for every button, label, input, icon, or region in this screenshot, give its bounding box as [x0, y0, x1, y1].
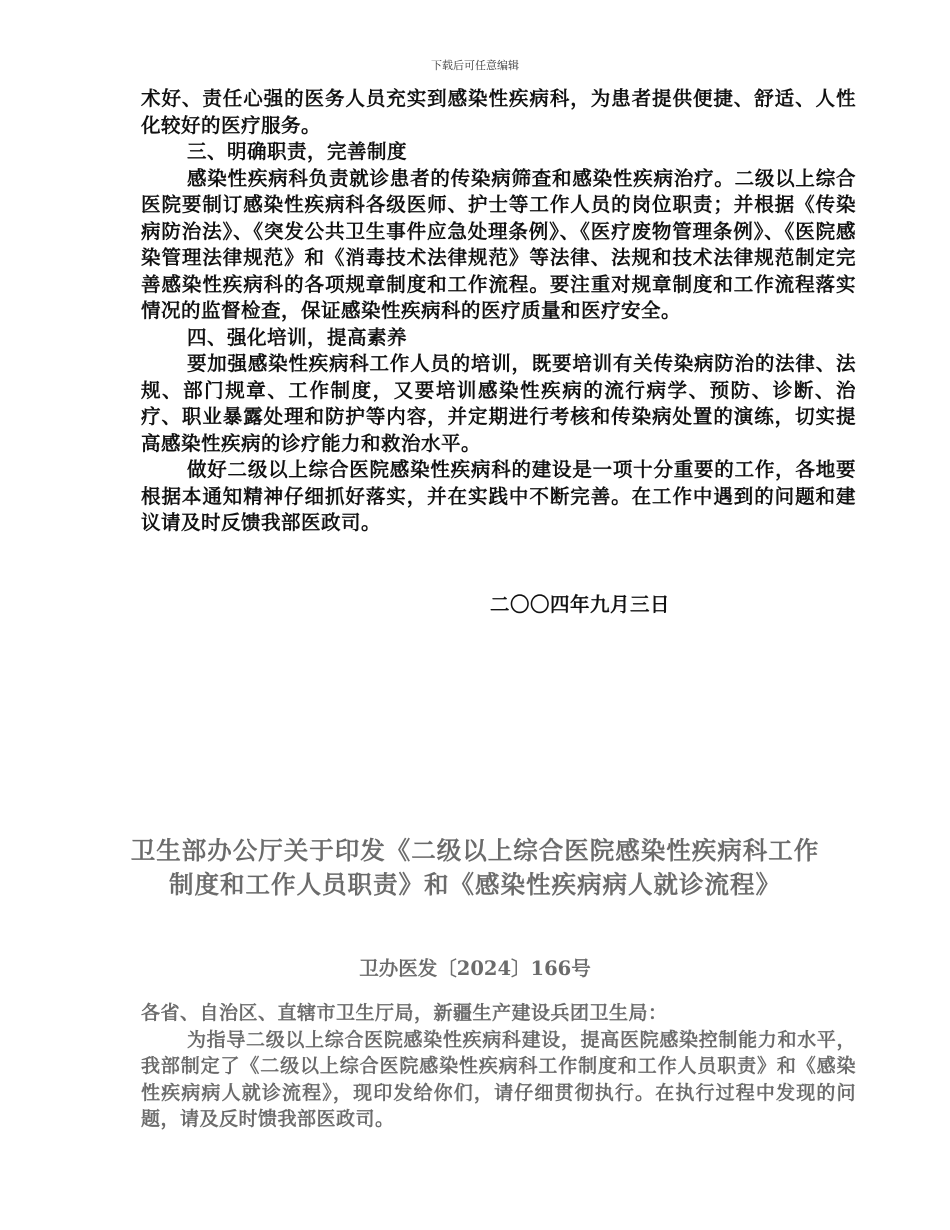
- document-number: 卫办医发〔2024〕166号: [359, 957, 591, 980]
- page-header-note: 下载后可任意编辑: [431, 59, 519, 72]
- paragraph-notice: 为指导二级以上综合医院感染性疾病科建设，提高医院感染控制能力和水平，我部制定了《二级以上综合医院感染性疾病科工作制度和工作人员职责》和《感染性疾病病人就诊流程》，现印发给你们，请仔细贯彻执行。在执行过程中发现的问题，请及反时馈我部医政司。: [141, 1028, 856, 1130]
- salutation: 各省、自治区、直辖市卫生厅局，新疆生产建设兵团卫生局：: [141, 1002, 668, 1024]
- document-title: 卫生部办公厅关于印发《二级以上综合医院感染性疾病科工作制度和工作人员职责》和《感染性疾病病人就诊流程》: [130, 836, 820, 899]
- previous-document-tail: [141, 86, 856, 537]
- notice-body: [141, 1000, 856, 1133]
- paragraph-conclusion: 做好二级以上综合医院感染性疾病科的建设是一项十分重要的工作，各地要根据本通知精神仔细抓好落实，并在实践中不断完善。在工作中遇到的问题和建议请及时反馈我部医政司。: [141, 458, 856, 534]
- document-date: 二〇〇四年九月三日: [490, 593, 671, 616]
- paragraph-service: 术好、责任心强的医务人员充实到感染性疾病科，为患者提供便捷、舒适、人性化较好的医疗服务。: [141, 87, 856, 137]
- section-heading-duties: 三、明确职责，完善制度: [187, 140, 408, 163]
- paragraph-training: 要加强感染性疾病科工作人员的培训，既要培训有关传染病防治的法律、法规、部门规章、工作制度，又要培训感染性疾病的流行病学、预防、诊断、治疗、职业暴露处理和防护等内容，并定期进行考核和传染病处置的演练，切实提高感染性疾病的诊疗能力和救治水平。: [141, 352, 856, 455]
- paragraph-duties: 感染性疾病科负责就诊患者的传染病筛查和感染性疾病治疗。二级以上综合医院要制订感染性疾病科各级医师、护士等工作人员的岗位职责；并根据《传染病防治法》、《突发公共卫生事件应急处理条例》、《医疗废物管理条例》、《医院感染管理法律规范》和《消毒技术法律规范》等法律、法规和技术法律规范制定完善感染性疾病科的各项规章制度和工作流程。要注重对规章制度和工作流程落实情况的监督检查，保证感染性疾病科的医疗质量和医疗安全。: [141, 166, 856, 322]
- section-heading-training: 四、强化培训，提高素养: [187, 325, 408, 349]
